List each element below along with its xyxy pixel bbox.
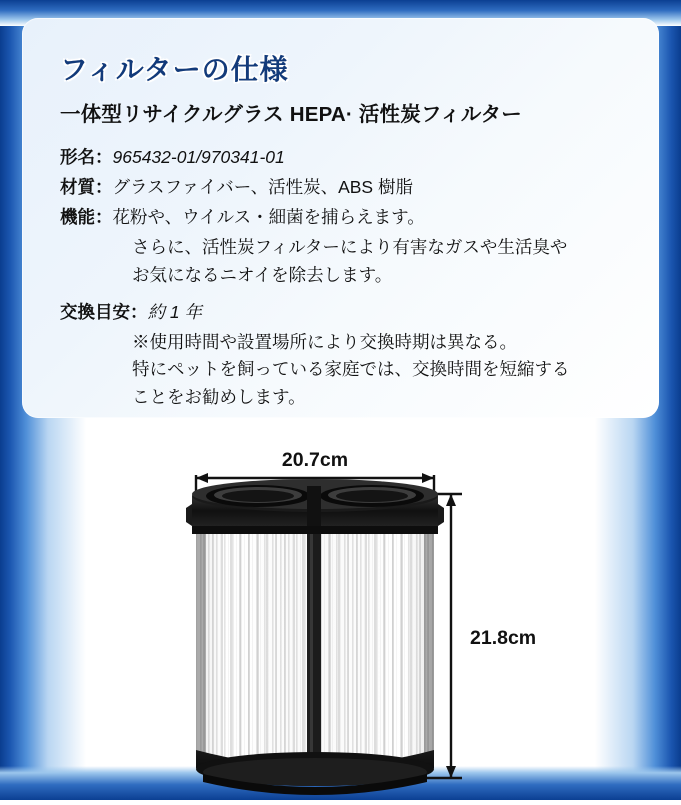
replacement-note-3: ことをお勧めします。 [132,387,306,408]
spec-label-material: 材質： [60,177,113,198]
filter-illustration-svg [0,430,681,800]
spec-function-line-3: お気になるニオイを除去します。 [132,264,393,285]
filter-subtitle: 一体型リサイクルグラス HEPA· 活性炭フィルター [60,103,522,126]
height-dimension-label: 21.8cm [470,627,537,649]
filter-body [186,479,444,795]
spec-row-function [60,204,640,231]
spec-label-model: 形名： [60,147,113,167]
spec-row-material [60,174,640,201]
replacement-note-2: 特にペットを飼っている家庭では、交換時間を短縮する [132,359,570,380]
filter-spec-card [22,18,659,418]
spec-label-function: 機能： [60,207,113,228]
replacement-note-1: ※使用時間や設置場所により交換時期は異なる。 [132,331,517,352]
spec-value-function: 花粉や、ウイルス・細菌を捕らえます。 [112,207,425,228]
spec-label-replacement: 交換目安： [60,301,148,322]
spec-row-replacement [60,299,640,326]
width-dimension-label: 20.7cm [281,449,349,471]
spec-value-material: グラスファイバー、活性炭、ABS 樹脂 [112,177,413,198]
spec-row-model [60,144,640,171]
spec-list [60,144,640,412]
spec-value-model: 965432-01/970341-01 [112,147,285,167]
filter-diagram [0,430,681,800]
spec-function-line-2: さらに、活性炭フィルターにより有害なガスや生活臭や [132,237,568,258]
spec-value-replacement: 約 1 年 [147,301,202,322]
page-title: フィルターの仕様 [60,54,289,85]
spacer [60,289,640,299]
